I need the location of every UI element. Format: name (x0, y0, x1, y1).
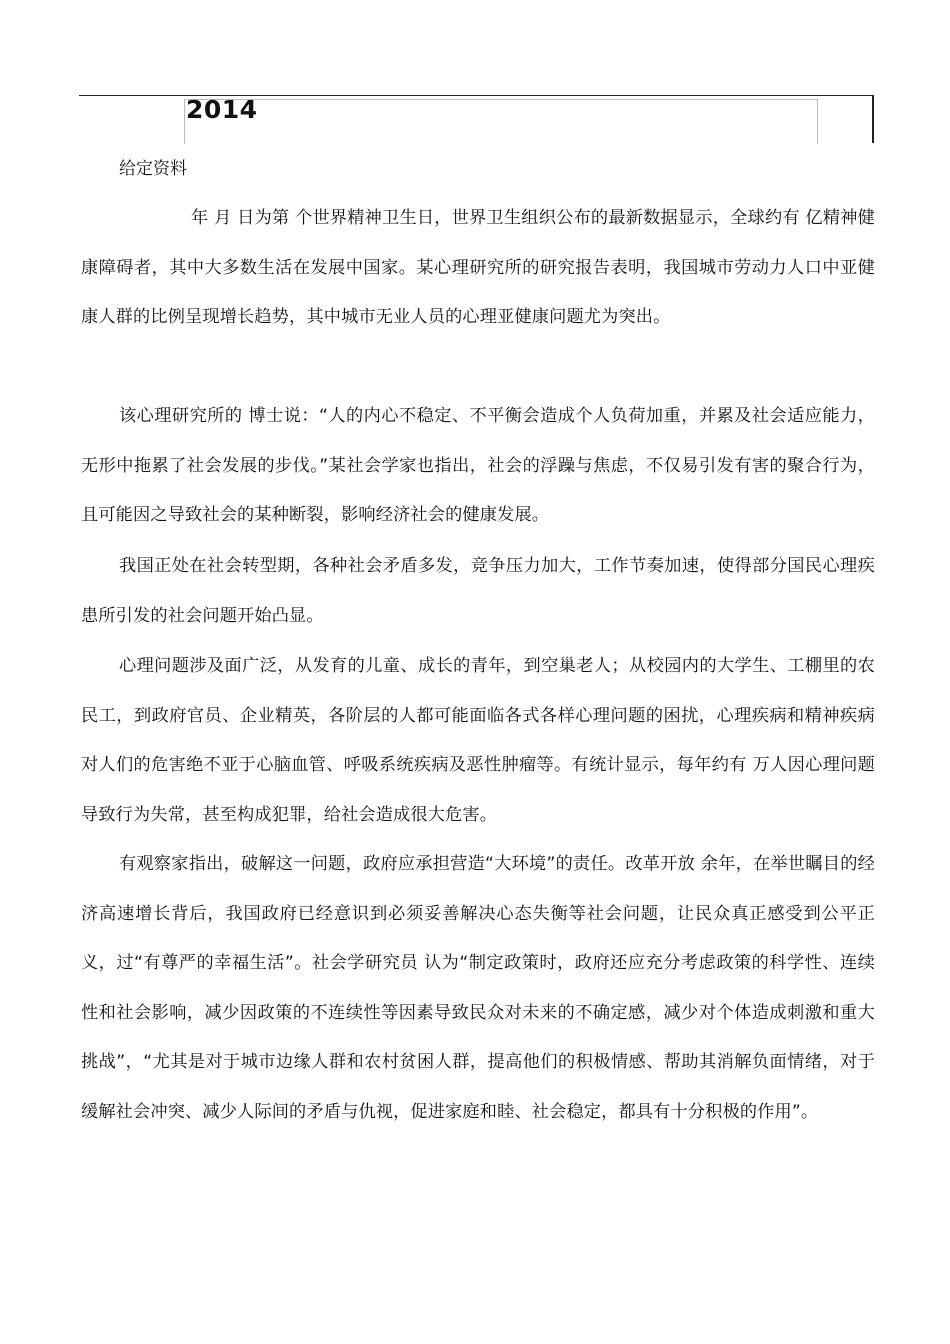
section-label: 给定资料 (119, 159, 187, 179)
header-right-border (872, 95, 874, 143)
paragraph-3: 我国正处在社会转型期，各种社会矛盾多发，竞争压力加大，工作节奏加速，使得部分国民心理疾患所引发的社会问题开始凸显。 (81, 556, 875, 626)
paragraph-2: 该心理研究所的 博士说：“人的内心不稳定、不平衡会造成个人负荷加重，并累及社会适应能力，无形中拖累了社会发展的步伐。”某社会学家也指出，社会的浮躁与焦虑，不仅易引发有害的聚合行为，且可能因之导致社会的某种断裂，影响经济社会的健康发展。 (81, 406, 875, 526)
paragraph-1: 年 月 日为第 个世界精神卫生日，世界卫生组织公布的最新数据显示，全球约有 亿精神健康障碍者，其中大多数生活在发展中国家。某心理研究所的研究报告表明，我国城市劳动力人口中亚健康人群的比例呈现增长趋势，其中城市无业人员的心理亚健康问题尤为突出。 (81, 208, 875, 328)
paragraph-4: 心理问题涉及面广泛，从发育的儿童、成长的青年，到空巢老人；从校园内的大学生、工棚里的农民工，到政府官员、企业精英，各阶层的人都可能面临各式各样心理问题的困扰，心理疾病和精神疾病对人们的危害绝不亚于心脑血管、呼吸系统疾病及恶性肿瘤等。有统计显示，每年约有 万人因心理问题导致行为失常，甚至构成犯罪，给社会造成很大危害。 (81, 656, 875, 825)
header-inner-box (184, 99, 818, 144)
document-year: 2014 (186, 95, 258, 124)
paragraph-5: 有观察家指出，破解这一问题，政府应承担营造“大环境”的责任。改革开放 余年，在举世瞩目的经济高速增长背后，我国政府已经意识到必须妥善解决心态失衡等社会问题，让民众真正感受到公平正义，过“有尊严的幸福生活”。社会学研究员 认为“制定政策时，政府还应充分考虑政策的科学性、连续性和社会影响，减少因政策的不连续性等因素导致民众对未来的不确定感，减少对个体造成刺激和重大挑战”，“尤其是对于城市边缘人群和农村贫困人群，提高他们的积极情感、帮助其消解负面情绪，对于缓解社会冲突、减少人际间的矛盾与仇视，促进家庭和睦、社会稳定，都具有十分积极的作用”。 (81, 854, 875, 1122)
